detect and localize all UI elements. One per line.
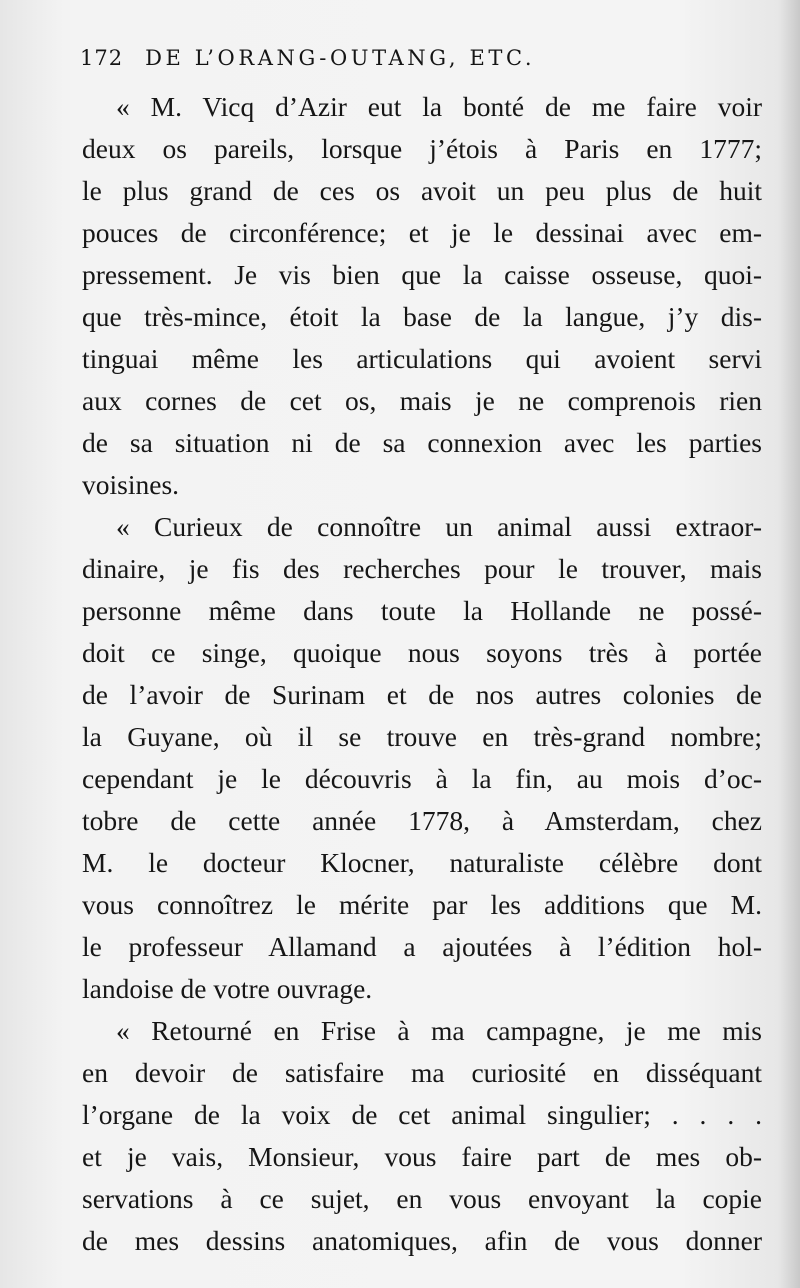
text-line: M. le docteur Klocner, naturaliste célèbre dont [82, 847, 762, 878]
text-line: « Retourné en Frise à ma campagne, je me mis [116, 1015, 762, 1046]
text-line: le professeur Allamand a ajoutées à l’édition hol- [82, 931, 762, 962]
body-text [82, 86, 762, 1262]
text-line: voisines. [82, 469, 180, 500]
text-line: de l’avoir de Surinam et de nos autres colonies de [82, 679, 762, 710]
page-number: 172 [80, 46, 124, 70]
text-line: l’organe de la voix de cet animal singulier; . . . . [82, 1099, 762, 1130]
text-line: « M. Vicq d’Azir eut la bonté de me faire voir [116, 91, 762, 122]
text-line: le plus grand de ces os avoit un peu plus de huit [82, 175, 762, 206]
text-line: cependant je le découvris à la fin, au mois d’oc- [82, 763, 762, 794]
text-line: de sa situation ni de sa connexion avec les parties [82, 427, 762, 458]
text-line: doit ce singe, quoique nous soyons très à portée [82, 637, 762, 668]
text-line: vous connoîtrez le mérite par les additions que M. [82, 889, 762, 920]
text-line: pressement. Je vis bien que la caisse osseuse, quoi- [82, 259, 762, 290]
text-line: servations à ce sujet, en vous envoyant la copie [82, 1183, 762, 1214]
text-line: deux os pareils, lorsque j’étois à Paris en 1777; [82, 133, 762, 164]
text-line: tobre de cette année 1778, à Amsterdam, chez [82, 805, 762, 836]
text-line: personne même dans toute la Hollande ne possé- [82, 595, 762, 626]
text-line: en devoir de satisfaire ma curiosité en disséquant [82, 1057, 762, 1088]
text-line: pouces de circonférence; et je le dessinai avec em- [82, 217, 762, 248]
text-line: tinguai même les articulations qui avoient servi [82, 343, 762, 374]
text-line: et je vais, Monsieur, vous faire part de mes ob- [82, 1141, 762, 1172]
text-line: aux cornes de cet os, mais je ne comprenois rien [82, 385, 762, 416]
text-line: de mes dessins anatomiques, afin de vous donner [82, 1225, 762, 1256]
running-title: DE L’ORANG-OUTANG, ETC. [145, 46, 536, 70]
text-line: la Guyane, où il se trouve en très-grand nombre; [82, 721, 762, 752]
running-head [80, 46, 720, 70]
text-line: landoise de votre ouvrage. [82, 973, 373, 1004]
text-line: dinaire, je fis des recherches pour le trouver, mais [82, 553, 762, 584]
text-line: « Curieux de connoître un animal aussi extraor- [116, 511, 762, 542]
page-edge-shadow [778, 0, 800, 1288]
text-line: que très-mince, étoit la base de la langue, j’y dis- [82, 301, 762, 332]
